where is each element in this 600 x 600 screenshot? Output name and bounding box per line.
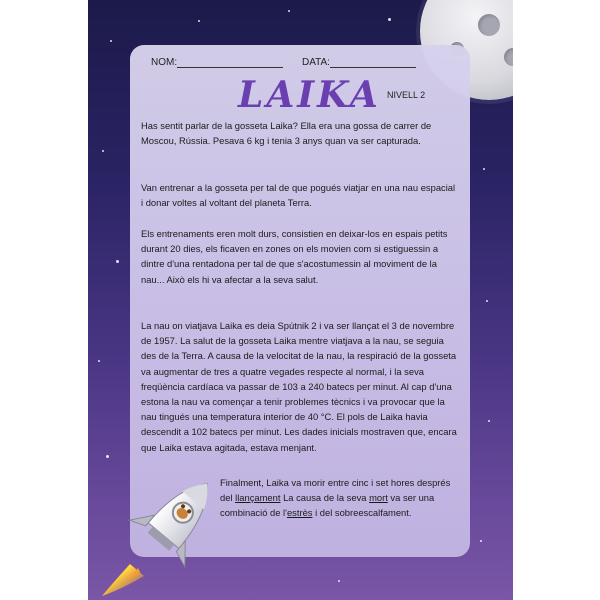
ending-underlined-word: mort [369,492,388,504]
level-label: NIVELL 2 [387,90,426,100]
name-underline[interactable] [177,67,283,68]
star-icon [480,540,482,542]
star-icon [338,580,340,582]
paragraph-conditions: Els entrenaments eren molt durs, consistien en deixar-los en espais petits durant 20 dies, els ficaven en zones on els movien com si estiguessin a dintre d'una rentadona per tal de que s'acostumessin al moviment de la nau... Això els hi va afectar a la seva salut. [141,228,448,285]
paragraph-intro: Has sentit parlar de la gosseta Laika? Ella era una gossa de carrer de Moscou, Rússia. Pesava 6 kg i tenia 3 anys quan va ser capturada. [141,120,432,147]
ending-text-4: i del sobreescalfament. [312,507,412,519]
date-label: DATA: [302,57,330,68]
moon-crater [504,48,513,66]
page-title: LAIKA [238,74,381,116]
rocket-illustration [100,468,225,598]
star-icon [98,360,100,362]
date-underline[interactable] [330,67,416,68]
star-icon [110,40,112,42]
star-icon [388,18,391,21]
star-icon [486,300,488,302]
name-field[interactable] [151,57,283,68]
ending-text-3: va ser una combinació de l' [220,492,435,519]
ending-underlined-word: llançament [235,492,281,504]
paragraph-flight: La nau on viatjava Laika es deia Spútnik 2 i va ser llançat el 3 de novembre de 1957. La salut de la gosseta Laika mentre viatjava a la nau, se seguia des de la Terra. A causa de la velocitat de la nau, la respiració de la gosseta va augmentar de tres a quatre vegades respecte al normal, i la seva freqüència cardíaca va passar de 103 a 240 batecs per minut. Al cap d'una estona la nau va començar a tenir problemes tècnics i va provocar que la nau tingués una temperatura interior de 40 °C. El pols de Laika havia descendit a 102 batecs per minut. Les dades inicials mostraven que, encara que Laika estava agitada, estava menjant. [141,320,457,453]
star-icon [198,20,200,22]
star-icon [288,10,290,12]
paragraph-ending [220,475,458,521]
star-icon [102,150,104,152]
ending-text-2: La causa de la seva [280,492,370,504]
star-icon [116,260,119,263]
star-icon [483,168,485,170]
date-field[interactable] [302,57,416,68]
star-icon [488,420,490,422]
ending-underlined-word: estrès [286,507,313,519]
moon-crater [478,14,500,36]
ending-text-1: Finalment, Laika va morir entre cinc i set hores després del [220,477,451,504]
paragraph-training: Van entrenar a la gosseta per tal de que pogués viatjar en una nau espacial i donar voltes al voltant del planeta Terra. [141,182,456,209]
star-icon [106,455,109,458]
name-label: NOM: [151,57,178,68]
